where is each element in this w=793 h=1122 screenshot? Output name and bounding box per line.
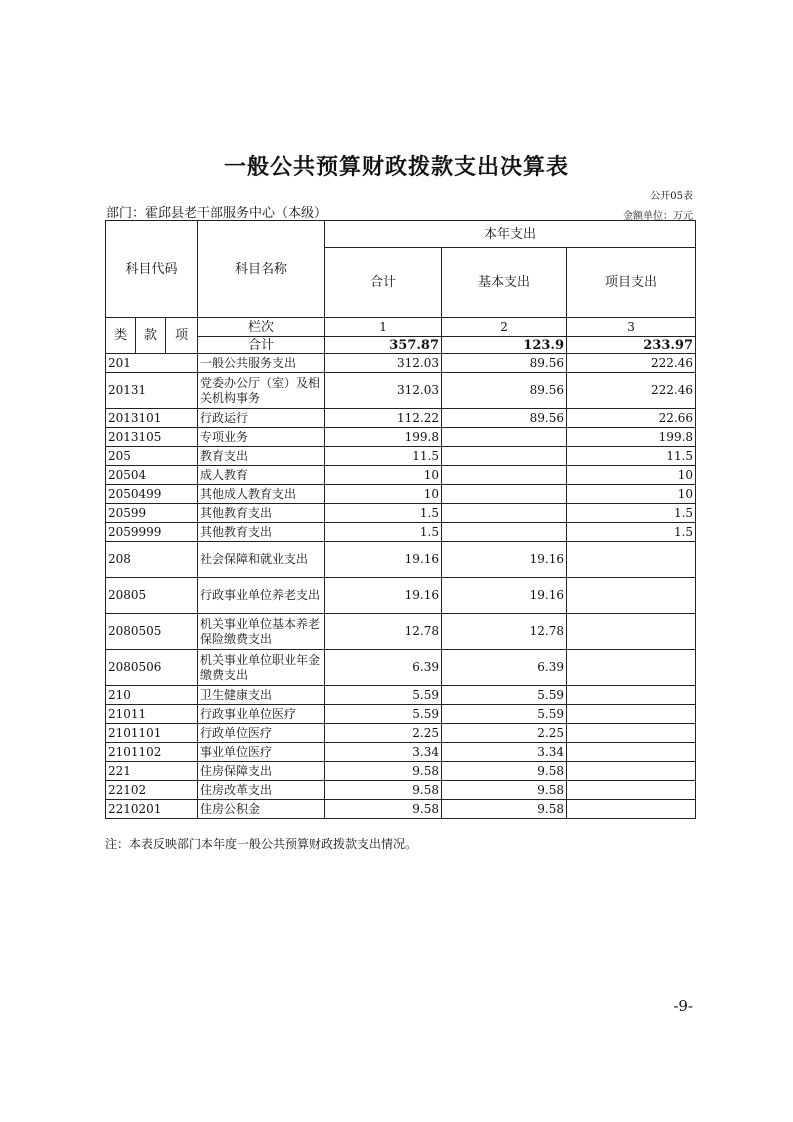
row-project: [567, 724, 696, 743]
row-total: 19.16: [325, 578, 442, 614]
table-row: [106, 523, 696, 542]
row-project: [567, 578, 696, 614]
row-name: 住房改革支出: [198, 781, 325, 800]
table-row: [106, 686, 696, 705]
row-basic: [442, 447, 567, 466]
row-code: 208: [106, 542, 198, 578]
table-row: [106, 504, 696, 523]
row-name: 一般公共服务支出: [198, 354, 325, 373]
row-project: 22.66: [567, 409, 696, 428]
row-code: 20805: [106, 578, 198, 614]
row-basic: 12.78: [442, 614, 567, 650]
row-code: 20131: [106, 373, 198, 409]
row-code: 210: [106, 686, 198, 705]
row-code: 2080506: [106, 650, 198, 686]
row-code: 22102: [106, 781, 198, 800]
row-basic: 89.56: [442, 373, 567, 409]
row-name: 行政事业单位医疗: [198, 705, 325, 724]
row-name: 成人教育: [198, 466, 325, 485]
row-project: [567, 781, 696, 800]
row-total: 3.34: [325, 743, 442, 762]
table-row: [106, 578, 696, 614]
page-number: -9-: [673, 997, 693, 1015]
row-basic: 9.58: [442, 762, 567, 781]
row-total: 1.5: [325, 504, 442, 523]
row-basic: [442, 428, 567, 447]
row-basic: [442, 504, 567, 523]
header-total: 合计: [325, 248, 442, 318]
row-name: 卫生健康支出: [198, 686, 325, 705]
table-row: [106, 650, 696, 686]
table-row: [106, 354, 696, 373]
row-project: [567, 762, 696, 781]
row-name: 机关事业单位基本养老保险缴费支出: [198, 614, 325, 650]
row-project: [567, 705, 696, 724]
row-basic: 6.39: [442, 650, 567, 686]
row-total: 11.5: [325, 447, 442, 466]
row-total: 9.58: [325, 762, 442, 781]
table-row: [106, 724, 696, 743]
row-code: 2013105: [106, 428, 198, 447]
row-total: 10: [325, 485, 442, 504]
row-basic: [442, 466, 567, 485]
table-row: [106, 409, 696, 428]
row-basic: 3.34: [442, 743, 567, 762]
row-project: 1.5: [567, 523, 696, 542]
row-code: 205: [106, 447, 198, 466]
row-basic: 19.16: [442, 578, 567, 614]
row-total: 312.03: [325, 373, 442, 409]
row-basic: 19.16: [442, 542, 567, 578]
total-basic: 123.9: [442, 337, 567, 354]
row-total: 19.16: [325, 542, 442, 578]
row-name: 住房公积金: [198, 800, 325, 819]
row-basic: [442, 523, 567, 542]
row-code: 2101101: [106, 724, 198, 743]
table-row: [106, 743, 696, 762]
row-project: 222.46: [567, 354, 696, 373]
table-row: [106, 373, 696, 409]
document-title: 一般公共预算财政拨款支出决算表: [223, 155, 569, 180]
row-name: 教育支出: [198, 447, 325, 466]
row-name: 专项业务: [198, 428, 325, 447]
row-total: 12.78: [325, 614, 442, 650]
row-project: [567, 686, 696, 705]
header-subject-code: 科目代码: [106, 221, 198, 318]
row-project: 11.5: [567, 447, 696, 466]
row-project: 10: [567, 466, 696, 485]
row-basic: 5.59: [442, 686, 567, 705]
row-total: 6.39: [325, 650, 442, 686]
row-code: 221: [106, 762, 198, 781]
row-name: 事业单位医疗: [198, 743, 325, 762]
col-index-2: 2: [442, 318, 567, 337]
row-total: 10: [325, 466, 442, 485]
row-project: [567, 650, 696, 686]
row-total: 112.22: [325, 409, 442, 428]
row-total: 312.03: [325, 354, 442, 373]
row-total: 5.59: [325, 705, 442, 724]
header-this-year: 本年支出: [325, 221, 696, 248]
row-project: [567, 614, 696, 650]
row-total: 199.8: [325, 428, 442, 447]
table-row: [106, 542, 696, 578]
row-code: 2059999: [106, 523, 198, 542]
row-project: [567, 743, 696, 762]
header-basic: 基本支出: [442, 248, 567, 318]
row-code: 2013101: [106, 409, 198, 428]
row-name: 行政单位医疗: [198, 724, 325, 743]
row-project: 199.8: [567, 428, 696, 447]
row-basic: 89.56: [442, 354, 567, 373]
row-project: 222.46: [567, 373, 696, 409]
header-lei: 类: [106, 318, 136, 354]
row-basic: 9.58: [442, 781, 567, 800]
table-row: [106, 781, 696, 800]
row-total: 2.25: [325, 724, 442, 743]
row-total: 9.58: [325, 781, 442, 800]
table-row: [106, 447, 696, 466]
row-code: 201: [106, 354, 198, 373]
col-index-1: 1: [325, 318, 442, 337]
row-project: 10: [567, 485, 696, 504]
row-name: 其他教育支出: [198, 504, 325, 523]
col-index-3: 3: [567, 318, 696, 337]
table-row: [106, 466, 696, 485]
row-name: 党委办公厅（室）及相关机构事务: [198, 373, 325, 409]
expenditure-table: [105, 220, 696, 819]
table-row: [106, 800, 696, 819]
total-label: 合计: [198, 337, 325, 354]
row-code: 2210201: [106, 800, 198, 819]
header-kuan: 款: [136, 318, 166, 354]
header-subject-name: 科目名称: [198, 221, 325, 318]
row-code: 2050499: [106, 485, 198, 504]
row-code: 20504: [106, 466, 198, 485]
row-project: [567, 800, 696, 819]
table-row: [106, 762, 696, 781]
row-basic: [442, 485, 567, 504]
row-basic: 2.25: [442, 724, 567, 743]
table-row: [106, 614, 696, 650]
row-name: 其他成人教育支出: [198, 485, 325, 504]
row-basic: 9.58: [442, 800, 567, 819]
header-project: 项目支出: [567, 248, 696, 318]
total-total: 357.87: [325, 337, 442, 354]
row-total: 1.5: [325, 523, 442, 542]
department-label: 部门：霍邱县老干部服务中心（本级）: [106, 206, 328, 221]
unit-label: 金额单位：万元: [623, 211, 693, 222]
table-number: 公开05表: [650, 191, 693, 202]
table-row: [106, 428, 696, 447]
row-total: 9.58: [325, 800, 442, 819]
row-code: 2080505: [106, 614, 198, 650]
row-name: 其他教育支出: [198, 523, 325, 542]
row-name: 住房保障支出: [198, 762, 325, 781]
row-name: 社会保障和就业支出: [198, 542, 325, 578]
row-name: 行政事业单位养老支出: [198, 578, 325, 614]
row-code: 20599: [106, 504, 198, 523]
row-project: 1.5: [567, 504, 696, 523]
table-row: [106, 705, 696, 724]
row-name: 行政运行: [198, 409, 325, 428]
row-code: 2101102: [106, 743, 198, 762]
row-project: [567, 542, 696, 578]
header-column-order: 栏次: [198, 318, 325, 337]
row-code: 21011: [106, 705, 198, 724]
row-name: 机关事业单位职业年金缴费支出: [198, 650, 325, 686]
footnote: 注：本表反映部门本年度一般公共预算财政拨款支出情况。: [105, 837, 418, 851]
total-project: 233.97: [567, 337, 696, 354]
row-basic: 89.56: [442, 409, 567, 428]
header-xiang: 项: [166, 318, 198, 354]
table-row: [106, 485, 696, 504]
row-basic: 5.59: [442, 705, 567, 724]
row-total: 5.59: [325, 686, 442, 705]
